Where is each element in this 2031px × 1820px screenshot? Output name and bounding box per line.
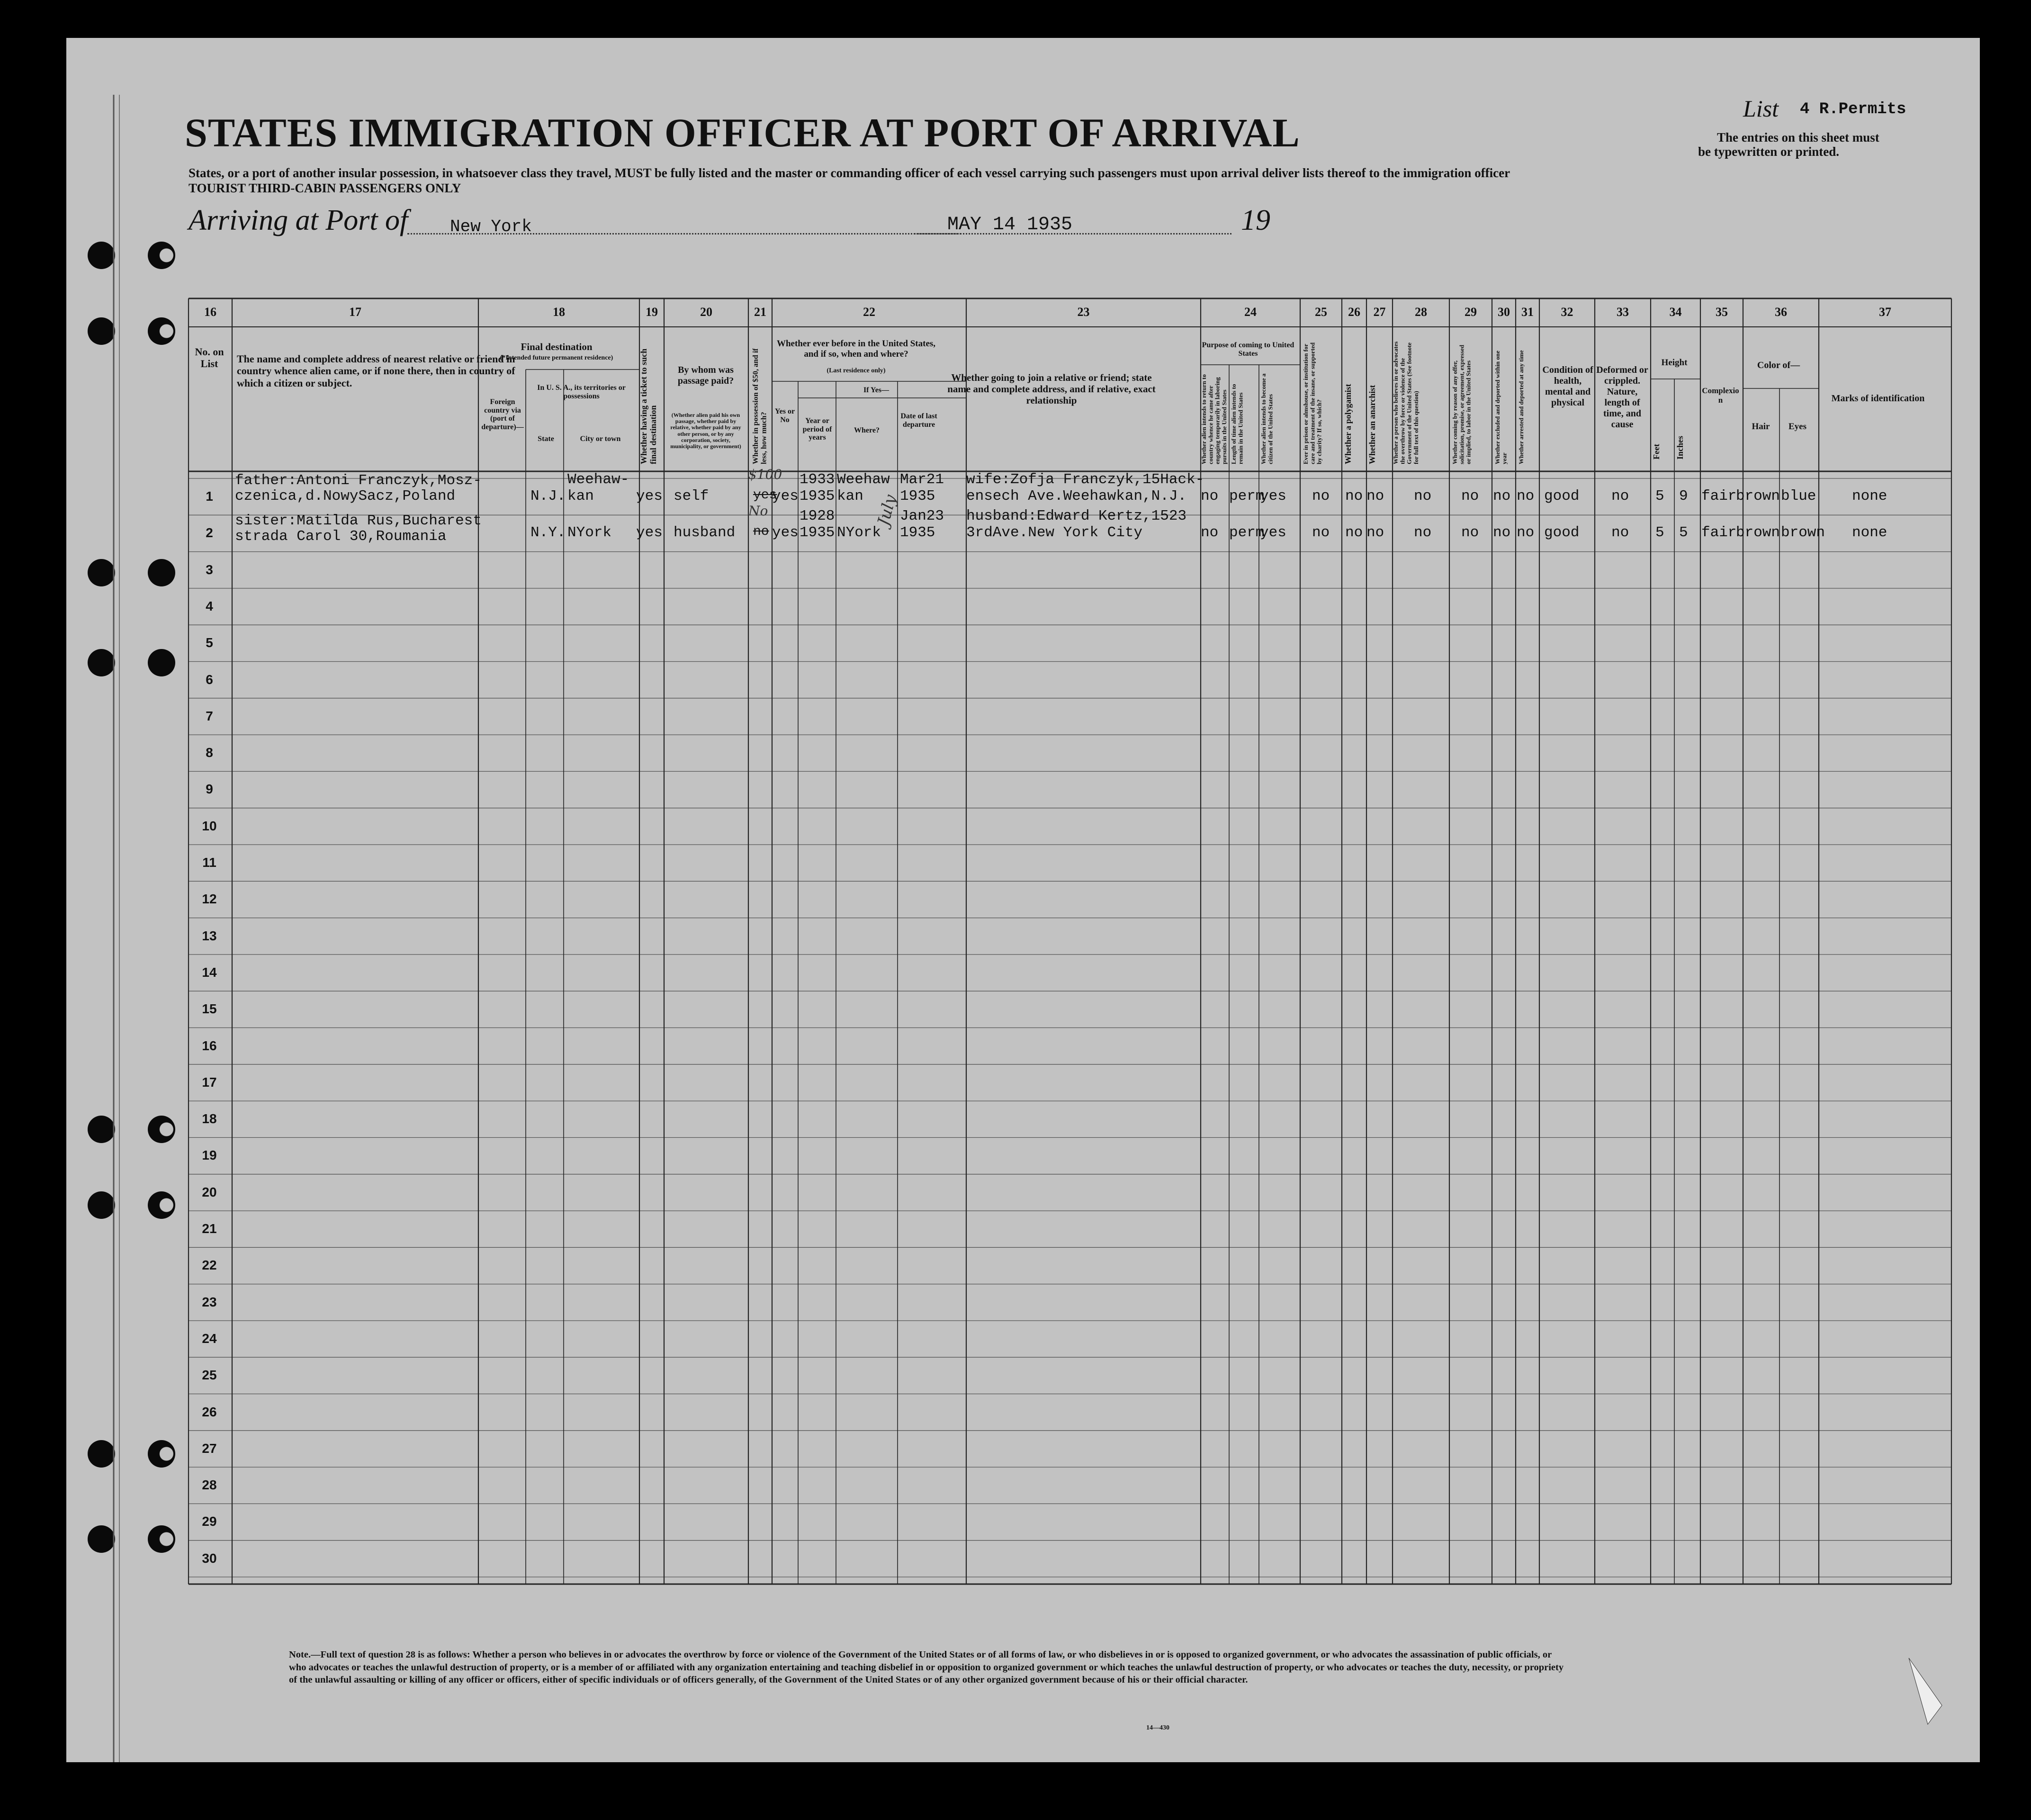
list-value: 4 R.Permits (1800, 100, 1906, 118)
header-q28: Whether a person who believes in or advocates the overthrow by force or violence of the Government of the United States (See footnote for full text of this question) (1392, 341, 1420, 464)
years-in-us: 1935 (800, 488, 835, 505)
health-value: good (1544, 488, 1580, 505)
row-number: 22 (202, 1258, 217, 1273)
column-number: 24 (1244, 305, 1257, 319)
row-number: 24 (202, 1331, 217, 1346)
stay-length: perm (1229, 488, 1265, 505)
column-number: 27 (1373, 305, 1386, 319)
row-number: 21 (202, 1221, 217, 1236)
column-number: 21 (754, 305, 766, 319)
row-number: 18 (202, 1111, 217, 1126)
column-number: 22 (863, 305, 875, 319)
table-grid (66, 38, 1980, 1762)
deformed-value: no (1611, 524, 1629, 541)
fifty-dollars-handwritten: $100 (748, 467, 782, 482)
column-number: 19 (646, 305, 658, 319)
identification-marks: none (1852, 488, 1887, 505)
q28-value: no (1414, 524, 1432, 541)
years-in-us: 1928 (800, 508, 835, 525)
q30-value: no (1493, 524, 1511, 541)
prison-value: no (1312, 524, 1330, 541)
row-number: 15 (202, 1001, 217, 1017)
q30-value: no (1493, 488, 1511, 505)
return-value: no (1201, 524, 1219, 541)
joining-relative-line: husband:Edward Kertz,1523 (966, 508, 1187, 525)
row-number: 30 (202, 1550, 217, 1566)
header-q30: Whether excluded and deported within one year (1494, 351, 1508, 464)
joining-relative-line: 3rdAve.New York City (966, 524, 1143, 541)
column-number: 32 (1561, 305, 1573, 319)
row-number: 28 (202, 1478, 217, 1493)
column-number: 30 (1498, 305, 1510, 319)
page-title: STATES IMMIGRATION OFFICER AT PORT OF ARRIVAL (185, 110, 1300, 155)
years-in-us: 1933 (800, 471, 835, 488)
row-number: 12 (202, 892, 217, 907)
column-number: 33 (1617, 305, 1629, 319)
ticket-value: yes (636, 488, 663, 505)
return-value: no (1201, 488, 1219, 505)
header-join-relative: Whether going to join a relative or friend; state name and complete address, and if relative, exact relationship (947, 372, 1156, 406)
anarchist-value: no (1366, 488, 1384, 505)
header-become-citizen: Whether alien intends to become a citizen of the United States (1260, 373, 1274, 464)
deformed-value: no (1611, 488, 1629, 505)
destination-city: NYork (567, 524, 612, 541)
hair-color: brown (1736, 488, 1780, 505)
row-number: 14 (202, 964, 217, 980)
previous-residence: kan (837, 488, 863, 505)
entries-note: The entries on this sheet must (1717, 130, 1879, 144)
header-in-usa: In U. S. A., its territories or possessions (537, 384, 626, 400)
passage-paid-by: husband (674, 524, 736, 541)
header-fifty-dollars: Whether in possession of $50, and if less, how much? (752, 348, 768, 464)
stay-length: perm (1229, 524, 1265, 541)
row-number: 26 (202, 1404, 217, 1419)
header-where: Where? (854, 426, 880, 434)
row-number: 20 (202, 1184, 217, 1199)
header-q29: Whether coming by reason of any offer, solicitation, promise, or agreement, expressed or implied, to labor in the United States (1451, 344, 1472, 464)
complexion-value: fair (1701, 524, 1737, 541)
height-inches: 5 (1679, 524, 1688, 541)
row-number: 10 (202, 818, 217, 833)
header-no-on-list: No. on List (195, 346, 224, 370)
header-before-in-us: Whether ever before in the United States, and if so, when and where? (776, 339, 936, 359)
row-number: 1 (206, 489, 213, 504)
column-number: 26 (1348, 305, 1360, 319)
column-number: 23 (1077, 305, 1090, 319)
fifty-dollars-value: no (753, 524, 769, 540)
health-value: good (1544, 524, 1580, 541)
header-before-note: (Last residence only) (827, 367, 886, 374)
header-prison: Ever in prison or almshouse, or institution for care and treatment of the insane, or supported by charity? If so, which? (1302, 342, 1323, 464)
row-number: 5 (206, 635, 213, 650)
ticket-value: yes (636, 524, 663, 541)
previous-residence: Weehaw (837, 471, 890, 488)
row-number: 16 (202, 1038, 217, 1053)
relative-address-line: strada Carol 30,Roumania (235, 528, 447, 545)
header-feet: Feet (1652, 444, 1661, 460)
header-deformed: Deformed or crippled. Nature, length of time, and cause (1596, 365, 1648, 430)
handwritten-annotation: July (873, 493, 900, 528)
q29-value: no (1461, 488, 1479, 505)
column-number: 28 (1415, 305, 1427, 319)
prison-value: no (1312, 488, 1330, 505)
year-prefix: 19 (1241, 204, 1270, 236)
height-feet: 5 (1655, 488, 1664, 505)
header-year: Year or period of years (802, 417, 832, 442)
column-number: 18 (553, 305, 565, 319)
header-health: Condition of health, mental and physical (1542, 365, 1593, 408)
class-line: TOURIST THIRD-CABIN PASSENGERS ONLY (189, 181, 461, 195)
row-number: 6 (206, 672, 213, 687)
identification-marks: none (1852, 524, 1887, 541)
header-last-departure: Date of last departure (900, 412, 937, 429)
height-inches: 9 (1679, 488, 1688, 505)
header-inches: Inches (1675, 435, 1685, 460)
manifest-sheet (66, 38, 1980, 1762)
q31-value: no (1517, 524, 1535, 541)
header-marks: Marks of identification (1831, 393, 1925, 404)
row-number: 4 (206, 598, 213, 613)
row-number: 23 (202, 1294, 217, 1309)
header-ticket: Whether having a ticket to such final destination (639, 348, 658, 464)
row-number: 27 (202, 1441, 217, 1456)
header-final-destination: Final destination (521, 341, 593, 352)
header-eyes: Eyes (1788, 422, 1806, 432)
destination-state: N.J. (530, 488, 566, 505)
row-number: 3 (206, 562, 213, 577)
eye-color: blue (1781, 488, 1816, 505)
column-number: 20 (700, 305, 712, 319)
eye-color: brown (1781, 524, 1825, 541)
column-number: 29 (1465, 305, 1477, 319)
destination-state: N.Y. (530, 524, 566, 541)
joining-relative-line: wife:Zofja Franczyk,15Hack- (966, 471, 1204, 488)
row-number: 17 (202, 1074, 217, 1090)
before-in-us: yes (772, 488, 799, 505)
row-number: 7 (206, 708, 213, 723)
relative-address-line: father:Antoni Franczyk,Mosz- (235, 472, 482, 489)
header-foreign-country: Foreign country via (port of departure)— (481, 398, 524, 431)
column-number: 37 (1879, 305, 1891, 319)
column-number: 34 (1669, 305, 1682, 319)
header-color: Color of— (1757, 360, 1800, 370)
list-label: List (1743, 95, 1779, 122)
previous-residence: NYork (837, 524, 881, 541)
header-if-yes: If Yes— (863, 386, 890, 394)
fifty-dollars-handwritten: No (748, 503, 768, 519)
arriving-label: Arriving at Port of (189, 204, 408, 236)
relative-address-line: sister:Matilda Rus,Bucharest (235, 513, 482, 530)
anarchist-value: no (1366, 524, 1384, 541)
destination-city: kan (567, 488, 594, 505)
column-number: 25 (1315, 305, 1327, 319)
joining-relative-line: ensech Ave.Weehawkan,N.J. (966, 488, 1187, 505)
row-number: 11 (202, 855, 216, 870)
destination-city: Weehaw- (567, 471, 629, 488)
column-number: 35 (1716, 305, 1728, 319)
row-number: 29 (202, 1514, 217, 1529)
relative-address-line: czenica,d.NowySacz,Poland (235, 488, 456, 505)
row-number: 2 (206, 525, 213, 541)
port-of-arrival: New York (450, 217, 532, 236)
polygamist-value: no (1345, 488, 1363, 505)
header-yes-no: Yes or No (774, 407, 795, 424)
arrival-date: MAY 14 1935 (947, 214, 1073, 235)
header-complexion: Complexion (1702, 386, 1739, 405)
last-departure: Mar21 (900, 471, 944, 488)
row-number: 25 (202, 1368, 217, 1383)
polygamist-value: no (1345, 524, 1363, 541)
header-final-destination-note: (*Intended future permanent residence) (500, 354, 613, 361)
q31-value: no (1517, 488, 1535, 505)
last-departure: 1935 (900, 488, 935, 505)
header-anarchist: Whether an anarchist (1367, 385, 1377, 464)
column-number: 16 (204, 305, 216, 319)
header-hair: Hair (1752, 422, 1770, 432)
header-polygamist: Whether a polygamist (1343, 384, 1353, 464)
header-return: Whether alien intends to return to country whence he came after engaging temporarily in laboring pursuits in the United States (1200, 374, 1228, 464)
header-state: State (538, 435, 554, 443)
column-number: 17 (349, 305, 361, 319)
q28-value: no (1414, 488, 1432, 505)
before-in-us: yes (772, 524, 799, 541)
header-q31: Whether arrested and deported at any time (1518, 350, 1525, 464)
last-departure: 1935 (900, 524, 935, 541)
passage-paid-by: self (674, 488, 709, 505)
header-length-stay: Length of time alien intends to remain in the United States (1230, 384, 1244, 464)
row-number: 13 (202, 928, 217, 943)
height-feet: 5 (1655, 524, 1664, 541)
row-number: 19 (202, 1148, 217, 1163)
row-number: 9 (206, 782, 213, 797)
column-number: 31 (1521, 305, 1534, 319)
complexion-value: fair (1701, 488, 1737, 505)
q29-value: no (1461, 524, 1479, 541)
citizen-intent: yes (1260, 524, 1286, 541)
header-passage-paid: By whom was passage paid? (677, 365, 734, 386)
header-passage-note: (Whether alien paid his own passage, whether paid by relative, whether paid by any other person, or by any corporation, society, municipality, or government) (670, 412, 741, 450)
column-number: 36 (1775, 305, 1787, 319)
header-city: City or town (580, 435, 621, 443)
row-number: 8 (206, 745, 213, 760)
header-purpose: Purpose of coming to United States (1202, 341, 1294, 358)
citizen-intent: yes (1260, 488, 1286, 505)
hair-color: brown (1736, 524, 1780, 541)
subtitle: States, or a port of another insular possession, in whatsoever class they travel, MUST be fully listed and the master or commanding officer of each vessel carrying such passengers must upon arrival deliver lists thereof to the immigration officer (189, 166, 1510, 180)
footnote: Note.—Full text of question 28 is as follows: Whether a person who believes in or advocates the overthrow by force or violence of the Government of the United States or of all forms of law, or who disbelieves in or is opposed to organized government, or who advocates the assassination of public officials, or who advocates or teaches the unlawful destruction of property, or is a member of or affiliated with any organization entertaining and teaching disbelief in or opposition to organized government or which teaches the unlawful destruction of property, or who advocates or teaches the duty, necessity, or propriety of the unlawful assaulting or killing of any officer or officers, either of specific individuals or of officers generally, of the Government of the United States or of any other organized government because of his or their official character. (289, 1649, 1564, 1685)
header-height: Height (1661, 358, 1688, 368)
header-relative: The name and complete address of nearest relative or friend in country whence alien came, or if none there, then in country of which a citizen or subject. (237, 353, 515, 389)
years-in-us: 1935 (800, 524, 835, 541)
last-departure: Jan23 (900, 508, 944, 525)
form-number: 14—430 (1146, 1724, 1169, 1731)
fifty-dollars-value: yes (753, 488, 777, 503)
entries-note: be typewritten or printed. (1698, 144, 1839, 159)
